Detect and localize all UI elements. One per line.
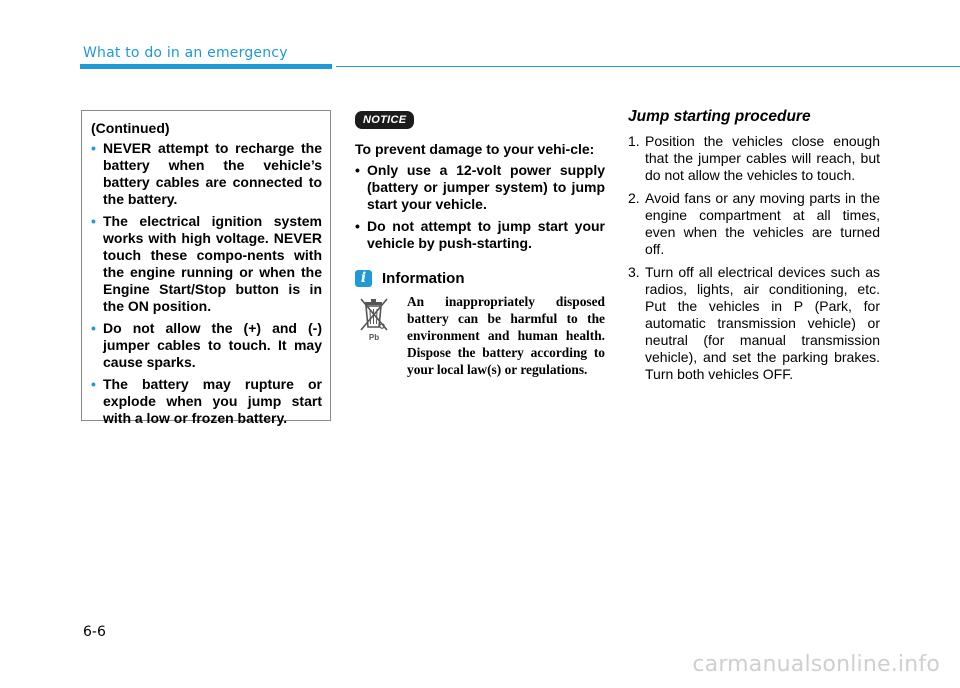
continued-label: (Continued) <box>91 120 170 136</box>
notice-badge: NOTICE <box>355 111 414 129</box>
watermark: carmanualsonline.info <box>692 652 940 677</box>
information-header <box>355 270 605 287</box>
information-label: Information <box>382 270 465 287</box>
bin-icon-label: Pb <box>368 333 380 342</box>
warning-item: • The electrical ignition system works with high voltage. NEVER touch these compo-nents with the engine running or when the Engine Start/Stop button is in the ON position. <box>91 213 322 314</box>
procedure-column <box>628 108 880 389</box>
crossed-bin-icon <box>355 293 395 343</box>
warning-box <box>81 110 331 426</box>
warning-item: • Do not allow the (+) and (-) jumper cables to touch. It may cause sparks. <box>91 320 322 370</box>
warning-item: • NEVER attempt to recharge the battery when the vehicle’s battery cables are connected to the battery. <box>91 140 322 207</box>
header-rule-thin <box>336 66 960 67</box>
section-title: What to do in an emergency <box>83 45 288 61</box>
procedure-step: 2. Avoid fans or any moving parts in the engine compartment at all times, even when the vehicles are turned off. <box>628 190 880 257</box>
notice-column <box>355 110 605 378</box>
bullet-icon: • <box>355 218 360 234</box>
procedure-steps <box>628 133 880 383</box>
notice-item: • Only use a 12-volt power supply (battery or jumper system) to jump start your vehicle. <box>355 162 605 212</box>
procedure-heading: Jump starting procedure <box>628 108 811 125</box>
information-text: An inappropriately disposed battery can be harmful to the environment and human health. Dispose the battery according to your local law(s) or regulations. <box>407 294 605 377</box>
bullet-icon: • <box>91 320 96 336</box>
page-number: 6-6 <box>83 624 106 640</box>
header-rule-thick <box>80 64 332 69</box>
bullet-icon: • <box>355 162 360 178</box>
information-body <box>355 293 605 378</box>
warning-item: • The battery may rupture or explode when you jump start with a low or frozen battery. <box>91 376 322 426</box>
notice-item: • Do not attempt to jump start your vehicle by push-starting. <box>355 218 605 251</box>
procedure-step: 1. Position the vehicles close enough that the jumper cables will reach, but do not allow the vehicles to touch. <box>628 133 880 183</box>
warning-list <box>91 140 322 427</box>
procedure-step: 3. Turn off all electrical devices such as radios, lights, air conditioning, etc. Put the vehicles in P (Park, for automatic transmission vehicle) or neutral (for manual transmission vehicle), and set the parking brakes. Turn both vehicles OFF. <box>628 264 880 382</box>
bullet-icon: • <box>91 376 96 392</box>
bullet-icon: • <box>91 140 96 156</box>
bullet-icon: • <box>91 213 96 229</box>
info-icon: i <box>355 270 372 287</box>
notice-list <box>355 162 605 252</box>
notice-lead: To prevent damage to your vehi-cle: <box>355 141 595 157</box>
